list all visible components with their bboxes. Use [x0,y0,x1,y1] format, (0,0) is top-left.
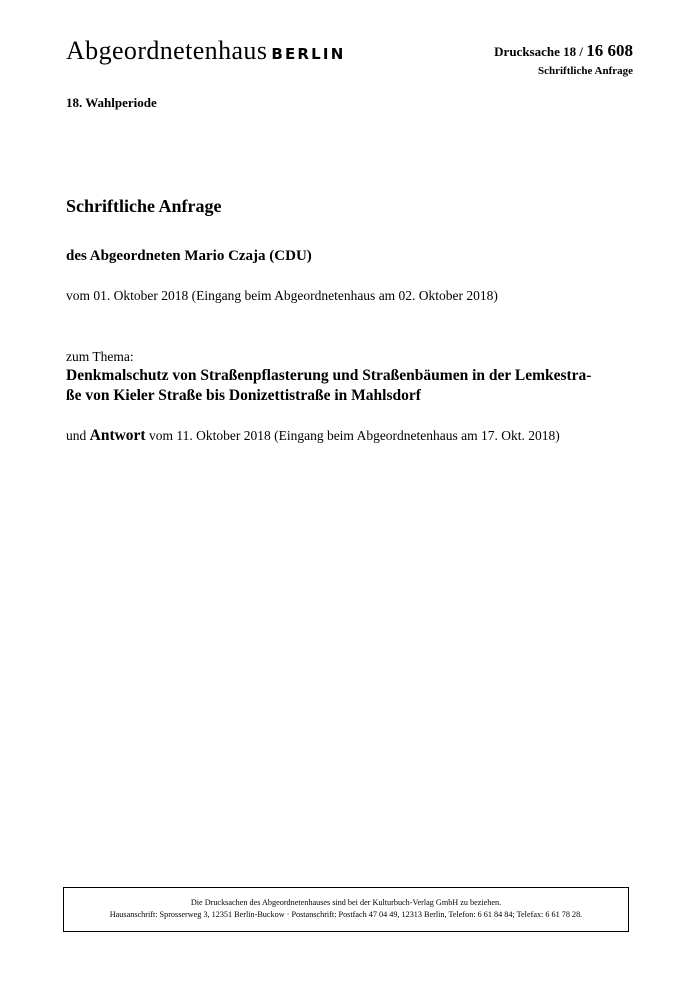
date-line: vom 01. Oktober 2018 (Eingang beim Abgeordnetenhaus am 02. Oktober 2018) [66,288,498,303]
legislative-period: 18. Wahlperiode [66,95,157,110]
logo [66,36,345,66]
footer-line-1: Die Drucksachen des Abgeordnetenhauses sind bei der Kulturbuch-Verlag GmbH zu beziehen. [190,898,502,907]
answer-prefix: und [66,428,90,443]
document-number-value: 16 608 [586,41,633,60]
document-type: Schriftliche Anfrage [537,65,633,77]
author-line: des Abgeordneten Mario Czaja (CDU) [66,248,312,264]
answer-line [66,427,560,445]
logo-city: BERLIN [271,45,346,63]
document-number-label: Drucksache 18 / [494,44,587,59]
answer-rest: vom 11. Oktober 2018 (Eingang beim Abgeordnetenhaus am 17. Okt. 2018) [145,428,560,443]
footer-line-2: Hausanschrift: Sprosserweg 3, 12351 Berlin-Buckow · Postanschrift: Postfach 47 04 49, 12313 Berlin, Telefon: 6 61 84 84; Telefax: 6 61 78 28. [109,910,583,919]
topic-heading [66,366,636,406]
page-title: Schriftliche Anfrage [66,196,222,216]
topic-line-1: Denkmalschutz von Straßenpflasterung und Straßenbäumen in der Lemkestra- [66,367,592,384]
document-number-block [494,41,633,77]
logo-wordmark: Abgeordnetenhaus [66,36,268,65]
topic-label: zum Thema: [66,349,134,364]
topic-line-2: ße von Kieler Straße bis Donizettistraße in Mahlsdorf [66,387,421,404]
answer-bold: Antwort [89,427,146,444]
footer-box [63,887,629,932]
document-number [494,41,633,61]
